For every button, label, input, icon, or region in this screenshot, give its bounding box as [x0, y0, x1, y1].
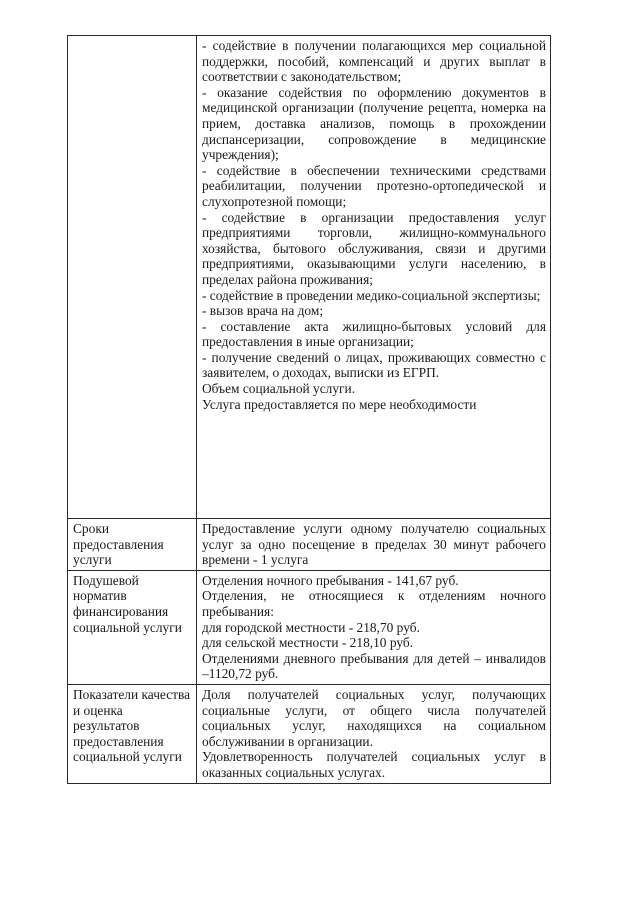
content-line: - составление акта жилищно-бытовых условий для предоставления в иные организации;	[202, 318, 546, 350]
content-line: - содействие в получении полагающихся мер социальной поддержки, пособий, компенсаций и других выплат в соответствии с законодательством;	[202, 38, 546, 85]
content-line: - содействие в организации предоставления услуг предприятиями торговли, жилищно-коммунального хозяйства, бытового обслуживания, связи и другими предприятиями, оказывающими услуги населению, в пределах района проживания;	[202, 209, 546, 287]
content-line: Доля получателей социальных услуг, получающих социальные услуги, от общего числа получателей социальных услуг, находящихся на социальном обслуживании в организации.	[202, 686, 546, 749]
services-table	[67, 35, 551, 784]
row-label: Показатели качества и оценка результатов предоставления социальной услуги	[68, 684, 197, 783]
row-content	[197, 684, 551, 783]
content-line: Отделениями дневного пребывания для детей – инвалидов –1120,72 руб.	[202, 650, 546, 682]
content-line: - оказание содействия по оформлению документов в медицинской организации (получение рецепта, номерка на прием, доставка анализов, помощь в прохождении диспансеризации, сопровождение в медицинские учреждения);	[202, 84, 546, 163]
row-content	[197, 570, 551, 684]
row-label: Сроки предоставления услуги	[68, 519, 197, 571]
content-line: Удовлетворенность получателей социальных услуг в оказанных социальных услугах.	[202, 749, 546, 780]
content-line: Отделения ночного пребывания - 141,67 руб.	[202, 572, 459, 588]
content-line: Объем социальной услуги.	[202, 381, 356, 397]
content-line: для сельской местности - 218,10 руб.	[202, 635, 414, 651]
row-content	[197, 36, 551, 519]
table-row	[68, 684, 551, 783]
row-label	[68, 36, 197, 519]
row-label: Подушевой норматив финансирования социальной услуги	[68, 570, 197, 684]
table-row	[68, 570, 551, 684]
content-line: Услуга предоставляется по мере необходимости	[202, 396, 477, 412]
content-line: - содействие в проведении медико-социальной экспертизы;	[202, 287, 541, 303]
row-content	[197, 519, 551, 571]
content-line: Предоставление услуги одному получателю социальных услуг за одно посещение в пределах 30 минут рабочего времени - 1 услуга	[202, 521, 546, 568]
table-row	[68, 36, 551, 519]
content-line: - получение сведений о лицах, проживающих совместно с заявителем, о доходах, выписки из ЕГРП.	[202, 349, 546, 381]
table-row	[68, 519, 551, 571]
content-line: Отделения, не относящиеся к отделениям ночного пребывания:	[202, 588, 546, 619]
content-line: - содействие в обеспечении техническими средствами реабилитации, получении протезно-ортопедической и слухопротезной помощи;	[202, 162, 546, 209]
content-line: - вызов врача на дом;	[202, 303, 324, 319]
content-line: для городской местности - 218,70 руб.	[202, 619, 420, 635]
